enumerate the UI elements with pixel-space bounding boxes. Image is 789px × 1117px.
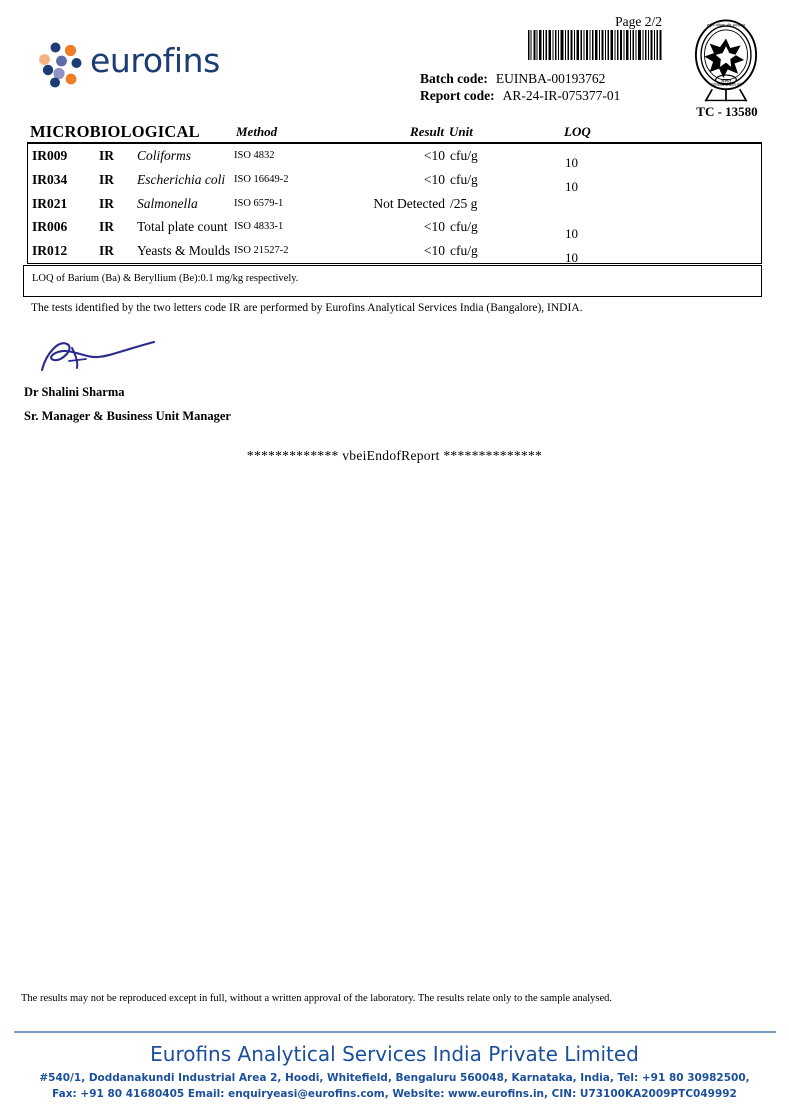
svg-text:भारत: भारत: [720, 78, 732, 85]
table-row: [28, 168, 761, 192]
column-header-loq: LOQ: [564, 124, 591, 139]
loq-note-text: LOQ of Barium (Ba) & Beryllium (Be):0.1 mg/kg respectively.: [32, 273, 299, 284]
section-title: MICROBIOLOGICAL: [30, 122, 200, 141]
eurofins-logo: [38, 40, 268, 92]
row-test-code: IR012: [32, 243, 68, 259]
footer-address-line-2: Fax: +91 80 41680405 Email: enquiryeasi@eurofins.com, Website: www.eurofins.in, CIN: U73100KA2009PTC049992: [52, 1088, 737, 1100]
row-method: ISO 4832: [234, 150, 275, 161]
report-header: [0, 0, 789, 122]
eurofins-logo-dots-icon: [38, 42, 84, 88]
nabl-accreditation-seal-icon: [682, 17, 770, 103]
table-row: [28, 192, 761, 216]
row-unit: /25 g: [450, 195, 478, 211]
row-loq: 10: [565, 250, 578, 266]
row-test-code: IR006: [32, 219, 68, 235]
row-loq: 10: [565, 178, 578, 194]
signatory-title: Sr. Manager & Business Unit Manager: [24, 409, 231, 423]
row-test-code: IR009: [32, 148, 68, 163]
row-loq: 10: [565, 155, 578, 170]
row-lab-code: IR: [99, 195, 115, 211]
tc-number: TC - 13580: [696, 104, 758, 119]
column-header-result: Result: [410, 124, 444, 139]
row-analyte-name: Yeasts & Moulds: [137, 243, 231, 259]
signature-image: [36, 334, 166, 374]
batch-code-row: [420, 70, 670, 87]
row-result: <10: [423, 148, 445, 163]
row-result: Not Detected: [373, 195, 445, 211]
svg-text:राष्ट्रीय परीक्षण और अंशशोधन: राष्ट्रीय परीक्षण और अंशशोधन: [706, 23, 746, 28]
table-row: [28, 144, 761, 168]
report-code-label: Report code:: [420, 88, 495, 103]
row-method: ISO 4833-1: [234, 221, 284, 233]
footer-company-name: Eurofins Analytical Services India Private Limited: [150, 1042, 639, 1066]
row-analyte-name: Salmonella: [137, 195, 198, 211]
row-result: <10: [423, 243, 445, 259]
report-code-row: [420, 87, 670, 104]
eurofins-logo-text: eurofins: [90, 41, 220, 80]
row-lab-code: IR: [99, 219, 115, 235]
table-header-row: [27, 122, 762, 142]
loq-note-box: [23, 265, 762, 297]
column-header-method: Method: [236, 124, 278, 139]
batch-code-value: EUINBA-00193762: [495, 71, 606, 86]
row-unit: cfu/g: [450, 219, 478, 235]
row-analyte-name: Coliforms: [137, 148, 192, 163]
row-method: ISO 6579-1: [234, 197, 284, 209]
row-lab-code: IR: [99, 243, 115, 259]
row-lab-code: IR: [99, 148, 115, 163]
row-unit: cfu/g: [450, 171, 478, 187]
row-method: ISO 16649-2: [234, 173, 289, 185]
report-codes: [420, 70, 670, 104]
column-header-unit: Unit: [449, 124, 473, 139]
svg-text:प्रयोगशाला प्रत्यायन बोर्ड: प्रयोगशाला प्रत्यायन बोर्ड: [710, 82, 742, 87]
row-unit: cfu/g: [450, 243, 478, 259]
table-row: [28, 239, 761, 266]
page-number: Page 2/2: [615, 14, 662, 29]
barcode: [528, 30, 663, 60]
batch-code-label: Batch code:: [420, 71, 488, 86]
row-result: <10: [423, 219, 445, 235]
row-unit: cfu/g: [450, 148, 478, 163]
table-body: [27, 142, 762, 264]
row-lab-code: IR: [99, 171, 115, 187]
lab-note-text: The tests identified by the two letters code IR are performed by Eurofins Analytical Services India (Bangalore), INDIA.: [31, 302, 583, 314]
row-method: ISO 21527-2: [234, 245, 289, 257]
footer-divider: [14, 1031, 776, 1033]
footer-disclaimer: The results may not be reproduced except in full, without a written approval of the laboratory. The results relate only to the sample analysed.: [21, 993, 613, 1004]
results-table: [27, 122, 762, 264]
row-test-code: IR034: [32, 171, 68, 187]
table-row: [28, 215, 761, 242]
footer-address-line-1: #540/1, Doddanakundi Industrial Area 2, Hoodi, Whitefield, Bengaluru 560048, Karnataka, India, Tel: +91 80 30982500,: [39, 1072, 750, 1084]
row-result: <10: [423, 171, 445, 187]
row-analyte-name: Escherichia coli: [137, 171, 226, 187]
row-test-code: IR021: [32, 195, 68, 211]
report-code-value: AR-24-IR-075377-01: [502, 88, 621, 103]
row-analyte-name: Total plate count: [137, 219, 228, 235]
signatory-name: Dr Shalini Sharma: [24, 385, 125, 399]
row-loq: 10: [565, 226, 578, 242]
end-of-report-marker: ************* vbeiEndofReport **************: [246, 448, 543, 463]
